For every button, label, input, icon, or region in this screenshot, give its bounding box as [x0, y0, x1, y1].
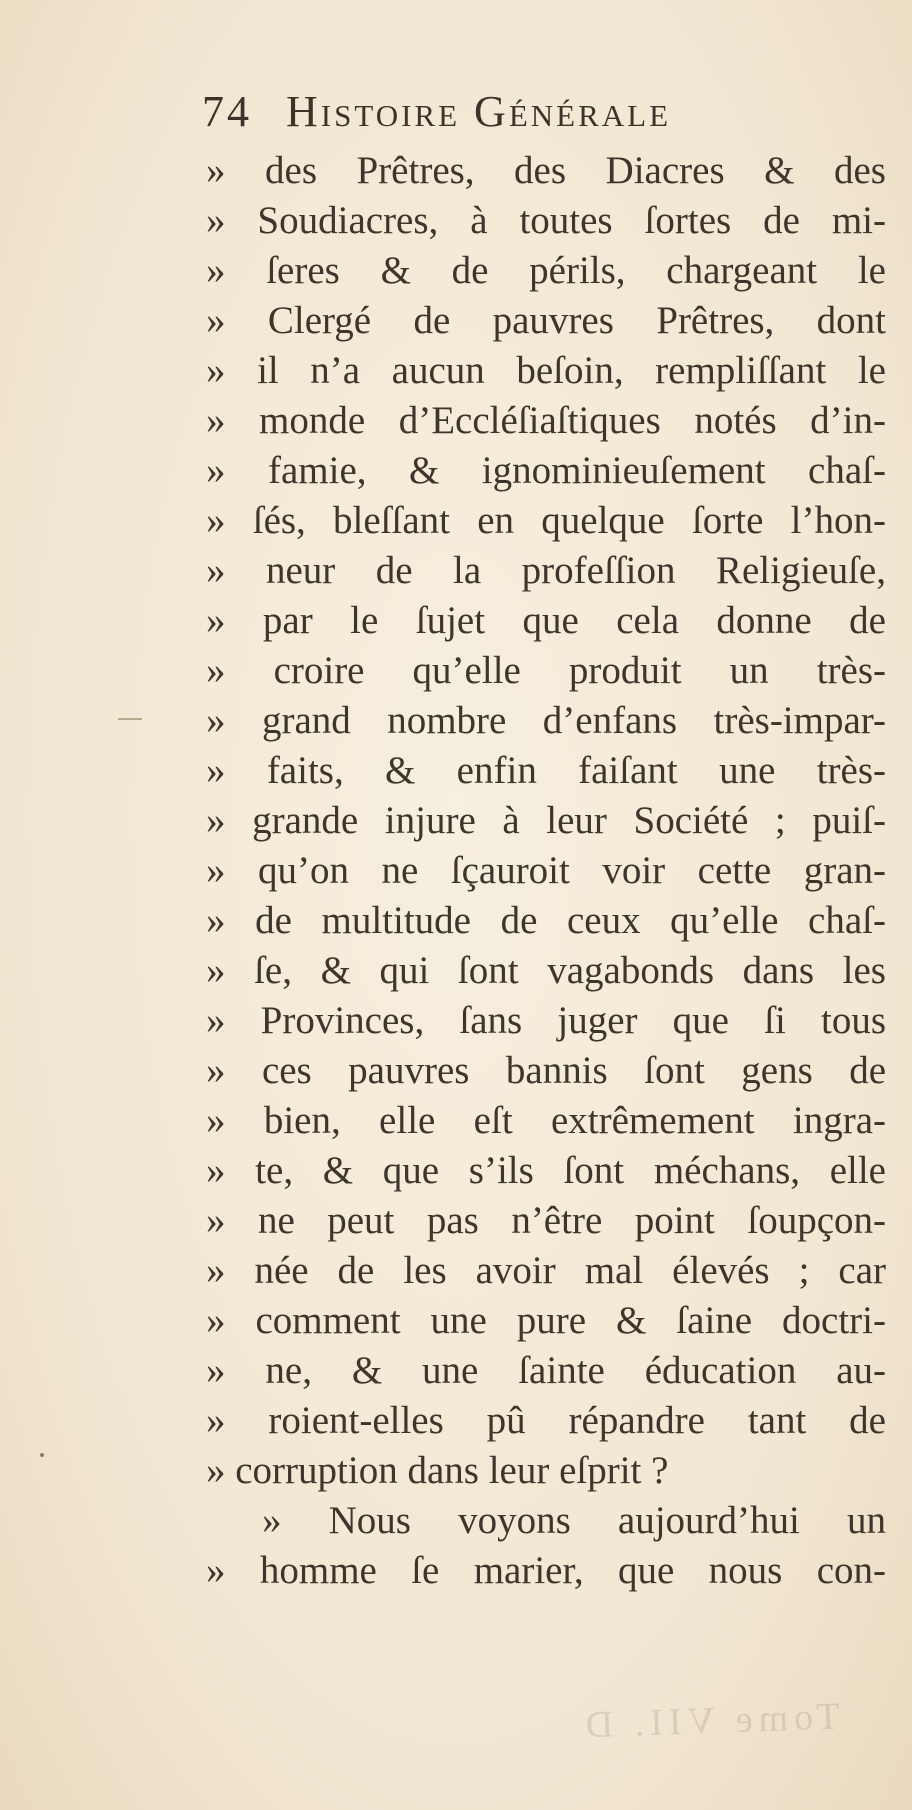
text-line: » neur de la profeſſion Religieuſe,: [206, 549, 886, 592]
text-line: » roient-elles pû répandre tant de: [206, 1399, 886, 1442]
text-line: » ne peut pas n’être point ſoupçon-: [206, 1199, 886, 1242]
text-line: » ſe, & qui ſont vagabonds dans les: [206, 949, 886, 992]
text-line: » bien, elle eſt extrêmement ingra-: [206, 1099, 886, 1142]
body-text: [206, 146, 886, 1596]
text-line: » qu’on ne ſçauroit voir cette gran-: [206, 849, 886, 892]
text-line: » Nous voyons aujourd’hui un: [262, 1499, 886, 1542]
text-line: » Clergé de pauvres Prêtres, dont: [206, 299, 886, 342]
text-line: » grande injure à leur Société ; puiſ-: [206, 799, 886, 842]
running-header: [202, 86, 882, 146]
text-line: » te, & que s’ils ſont méchans, elle: [206, 1149, 886, 1192]
text-line: » ces pauvres bannis ſont gens de: [206, 1049, 886, 1092]
text-line: » ſés, bleſſant en quelque ſorte l’hon-: [206, 499, 886, 542]
text-line: » famie, & ignominieuſement chaſ-: [206, 449, 886, 492]
text-line: » faits, & enfin faiſant une très-: [206, 749, 886, 792]
text-line: » monde d’Eccléſiaſtiques notés d’in-: [206, 399, 886, 442]
text-line: » croire qu’elle produit un très-: [206, 649, 886, 692]
margin-speck: [40, 1453, 44, 1457]
text-line: » de multitude de ceux qu’elle chaſ-: [206, 899, 886, 942]
text-line: » homme ſe marier, que nous con-: [206, 1549, 886, 1592]
text-line: » née de les avoir mal élevés ; car: [206, 1249, 886, 1292]
page-number: 74: [202, 87, 252, 136]
text-line: » corruption dans leur eſprit ?: [206, 1449, 669, 1492]
text-line: » il n’a aucun beſoin, rempliſſant le: [206, 349, 886, 392]
text-line: » grand nombre d’enfans très-impar-: [206, 699, 886, 742]
text-line: » ne, & une ſainte éducation au-: [206, 1349, 886, 1392]
text-line: » Soudiacres, à toutes ſortes de mi-: [206, 199, 886, 242]
show-through-text: Tome VII. D: [579, 1695, 841, 1747]
margin-mark: [118, 718, 142, 720]
running-title: Histoire Générale: [286, 87, 672, 136]
text-line: » des Prêtres, des Diacres & des: [206, 149, 886, 192]
text-line: » ſeres & de périls, chargeant le: [206, 249, 886, 292]
text-line: » Provinces, ſans juger que ſi tous: [206, 999, 886, 1042]
text-line: » comment une pure & ſaine doctri-: [206, 1299, 886, 1342]
text-line: » par le ſujet que cela donne de: [206, 599, 886, 642]
